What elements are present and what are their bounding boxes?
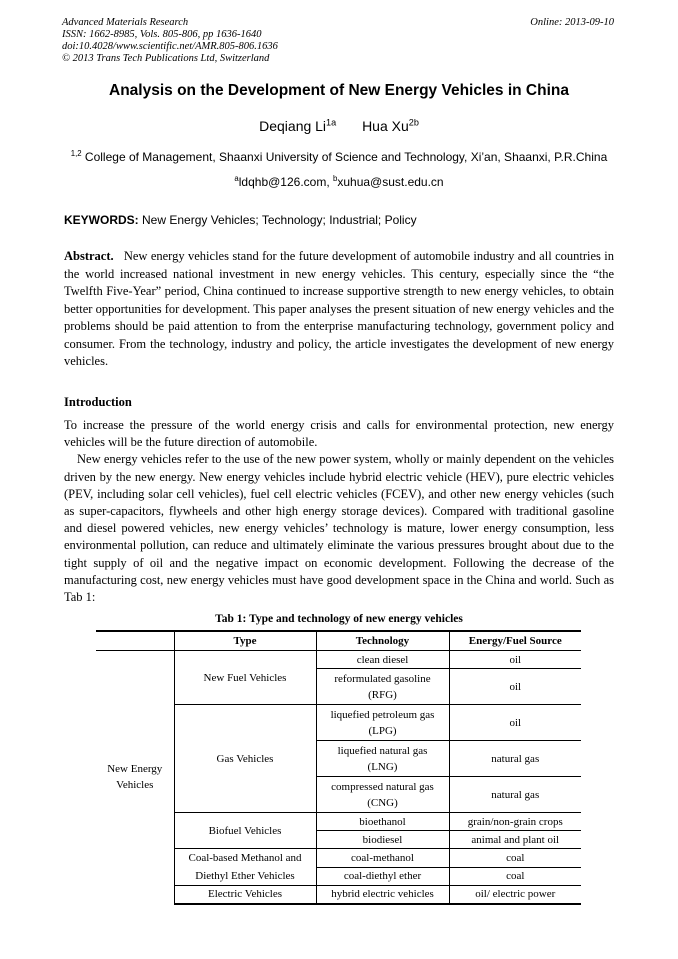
paragraph: To increase the pressure of the world energy crisis and calls for environmental protection, new energy vehicles will be the future direction of automobile. (64, 418, 614, 450)
tech-cell (316, 705, 449, 741)
fuel-cell: natural gas (449, 777, 581, 813)
affiliation (0, 150, 678, 164)
email-mark: b (333, 174, 338, 183)
tech-text: liquefied natural gas (LNG) (337, 744, 428, 773)
tech-cell: hybrid electric vehicles (316, 886, 449, 904)
paragraph: New energy vehicles refer to the use of the new power system, wholly or mainly dependent on the vehicles driven by the new energy. New energy vehicles include hybrid electric vehicle (HEV), pure electric vehicles (PEV, including solar cell vehicles), fuel cell electric vehicles (FCEV), and other new energy vehicles (such as super-capacitors, flywheels and other high energy storage devices). Compared with traditional gasoline and diesel powered vehicles, new energy vehicles’ technology is mature, lower energy consumption, less environmental pollution, can reduce and ultimately eliminate the various pressures brought about due to the tight supply of oil and the negative impact on economic development. Following the decrease of the manufacturing cost, new energy vehicles must have good development space in the China and world. Such as Tab 1: (64, 452, 614, 605)
abstract-label: Abstract. (64, 249, 114, 263)
category-text: New Energy Vehicles (107, 763, 163, 792)
paper-title: Analysis on the Development of New Energy Vehicles in China (109, 82, 569, 99)
fuel-cell: oil (449, 705, 581, 741)
fuel-cell: oil/ electric power (449, 886, 581, 904)
doi-line: doi:10.4028/www.scientific.net/AMR.805-806.1636 (62, 41, 278, 52)
tech-text: liquefied petroleum gas (LPG) (330, 708, 435, 737)
table-caption: Tab 1: Type and technology of new energy vehicles (215, 613, 463, 625)
fuel-cell: grain/non-grain crops (449, 813, 581, 831)
table-row (96, 651, 581, 669)
section-heading-introduction: Introduction (64, 395, 132, 409)
tech-cell: biodiesel (316, 831, 449, 849)
abstract (64, 248, 614, 371)
tech-cell (316, 669, 449, 705)
vehicle-technology-table (96, 630, 581, 905)
email-link[interactable]: ldqhb@126.com, (238, 175, 333, 189)
type-cell: Biofuel Vehicles (174, 813, 316, 849)
header-type: Type (174, 631, 316, 651)
tech-cell (316, 741, 449, 777)
tech-text: reformulated gasoline (RFG) (334, 672, 431, 701)
fuel-cell: animal and plant oil (449, 831, 581, 849)
tech-cell (316, 777, 449, 813)
email-mark: a (234, 174, 239, 183)
header-blank (96, 631, 174, 651)
type-text: Coal-based Methanol and Diethyl Ether Vehicles (188, 852, 302, 882)
fuel-cell: natural gas (449, 741, 581, 777)
category-cell (96, 651, 174, 904)
tech-cell: coal-diethyl ether (316, 867, 449, 886)
author-name: Deqiang Li (259, 118, 327, 134)
online-date: Online: 2013-09-10 (530, 17, 614, 28)
keywords-label: KEYWORDS: (64, 213, 139, 227)
header-technology: Technology (316, 631, 449, 651)
abstract-text: New energy vehicles stand for the future development of automobile industry and all countries in the world increased national investment in new energy vehicles. This century, especially since the “the Twelfth Five-Year” period, China continued to increase supportive strength to new energy vehicles, to obtain better opportunities for development. This paper analyses the present situation of new energy vehicles and the problems should be paid attention to from the enterprise manufacturing technology, government policy and consumer. From the technology, industry and policy, the article investigates the development of new energy vehicles. (64, 249, 614, 368)
keywords-text: New Energy Vehicles; Technology; Industrial; Policy (138, 213, 417, 227)
copyright-line: © 2013 Trans Tech Publications Ltd, Switzerland (62, 53, 270, 64)
type-cell: Electric Vehicles (174, 886, 316, 904)
tech-cell: coal-methanol (316, 849, 449, 868)
type-cell (174, 849, 316, 886)
introduction-body (64, 417, 614, 606)
type-cell: Gas Vehicles (174, 705, 316, 813)
author-name: Hua Xu (362, 118, 409, 134)
affiliation-text: College of Management, Shaanxi University of Science and Technology, Xi’an, Shaanxi, P.R.China (81, 150, 608, 164)
author-emails (0, 175, 678, 189)
email-link[interactable]: xuhua@sust.edu.cn (337, 175, 444, 189)
issn-line: ISSN: 1662-8985, Vols. 805-806, pp 1636-1640 (62, 29, 262, 40)
affiliation-mark: 1,2 (70, 149, 82, 158)
fuel-cell: oil (449, 651, 581, 669)
tech-text: compressed natural gas (CNG) (331, 780, 434, 809)
header-fuel-source: Energy/Fuel Source (449, 631, 581, 651)
author-list (0, 118, 678, 134)
keywords (64, 213, 417, 227)
tech-cell: bioethanol (316, 813, 449, 831)
author-affil-mark: 1a (326, 117, 337, 128)
table-header-row (96, 631, 581, 651)
journal-name: Advanced Materials Research (62, 17, 189, 28)
fuel-cell: coal (449, 867, 581, 886)
journal-header (62, 17, 278, 65)
fuel-cell: oil (449, 669, 581, 705)
author-affil-mark: 2b (408, 117, 419, 128)
type-cell: New Fuel Vehicles (174, 651, 316, 705)
tech-cell: clean diesel (316, 651, 449, 669)
fuel-cell: coal (449, 849, 581, 868)
